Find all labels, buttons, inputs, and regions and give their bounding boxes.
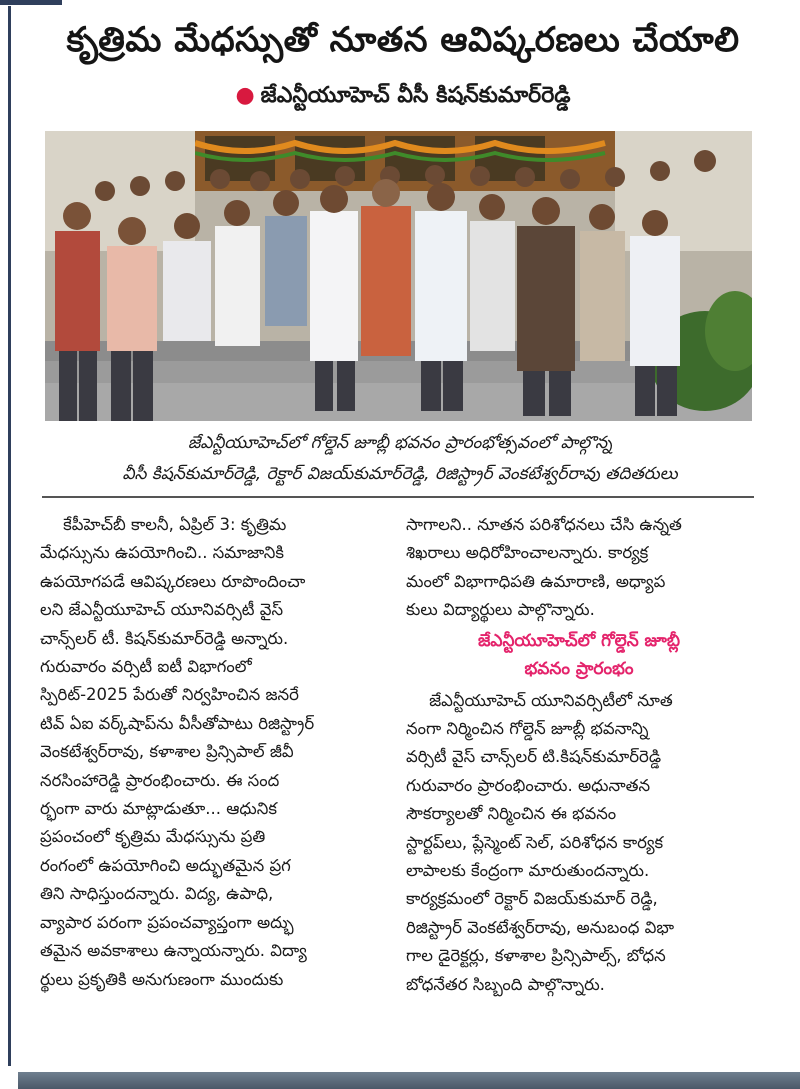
body-line: జేఎన్టీయూహెచ్ యూనివర్సిటీలో నూత [429, 690, 673, 710]
body-line: మంలో విభాగాధిపతి ఉమారాణి, అధ్యాప [406, 571, 666, 591]
body-line: ఉపయోగపడే ఆవిష్కరణలు రూపొందించా [40, 571, 306, 591]
subhead-text: జేఎన్టీయూహెచ్ వీసీ కిషన్‌కుమార్‌రెడ్డి [260, 83, 571, 108]
body-line: సాగాలని.. నూతన పరిశోధనలు చేసి ఉన్నత [406, 515, 682, 534]
body-line: నరసింహారెడ్డి ప్రారంభించారు. ఈ సంద [40, 770, 280, 790]
body-line: కులు విద్యార్థులు పాల్గొన్నారు. [406, 600, 595, 620]
body-line: వెంకటేశ్వర్‌రావు, కళాశాల ప్రిన్సిపాల్ జీవీ [40, 742, 294, 762]
body-line: స్పిరిట్-2025 పేరుతో నిర్వహించిన జనరే [40, 685, 299, 705]
article-headline: కృత్రిమ మేధస్సుతో నూతన ఆవిష్కరణలు చేయాలి [66, 20, 740, 60]
body-line: రిజిస్ట్రార్ వెంకటేశ్వర్‌రావు, అనుబంధ విభా [406, 917, 675, 937]
article-subhead [20, 80, 786, 112]
page-bottom-band [18, 1072, 800, 1089]
body-line: వర్సిటీ వైస్ చాన్స్‌లర్ టి.కిషన్‌కుమార్‌రెడ్డి [406, 747, 662, 767]
body-line: లని జేఎన్టీయూహెచ్ యూనివర్సిటీ వైస్ [40, 600, 284, 620]
body-line: కేపీహెచ్‌బీ కాలనీ, ఏప్రిల్ 3: కృత్రిమ [63, 515, 287, 534]
caption-divider [42, 496, 754, 498]
group-photo [45, 131, 752, 421]
body-line: ప్రపంచంలో కృత్రిమ మేధస్సును ప్రతి [40, 827, 266, 847]
page-corner-tab [0, 0, 62, 5]
body-line: ర్థులు ప్రకృతికి అనుగుణంగా ముందుకు [40, 969, 284, 989]
body-line: టివ్ ఏఐ వర్క్‌షాప్‌ను వీసీతోపాటు రిజిస్ట్రార్ [40, 713, 315, 733]
left-column-rule [8, 6, 11, 1066]
group-photo-illustration [45, 131, 752, 421]
body-line: బోధనేతర సిబ్బంది పాల్గొన్నారు. [406, 974, 605, 994]
body-line: కార్యక్రమంలో రెక్టార్ విజయ్‌కుమార్ రెడ్డి, [406, 889, 658, 909]
body-line: లాపాలకు కేంద్రంగా మారుతుందన్నారు. [406, 861, 650, 881]
body-line: గురువారం వర్సిటీ ఐటీ విభాగంలో [40, 657, 252, 677]
bullet-icon: ● [235, 83, 255, 108]
body-line: గాల డైరెక్టర్లు, కళాశాల ప్రిన్సిపాల్స్, బోధన [406, 946, 666, 966]
body-line: తమైన అవకాశాలు ఉన్నాయన్నారు. విద్యా [40, 941, 307, 961]
caption-line-2: వీసీ కిషన్‌కుమార్‌రెడ్డి, రెక్టార్ విజయ్‌కుమార్‌రెడ్డి, రిజిస్ట్రార్ వెంకటేశ్వర్‌రావు తదితరులు [122, 464, 678, 484]
body-line: మేధస్సును ఉపయోగించి.. సమాజానికి [40, 543, 284, 563]
section-heading-line-2: భవనం ప్రారంభం [524, 658, 634, 679]
photo-caption [40, 428, 760, 490]
body-line: శిఖరాలు అధిరోహించాలన్నారు. కార్యక్ర [406, 543, 649, 563]
body-line: సౌకర్యాలతో నిర్మించిన ఈ భవనం [406, 804, 617, 824]
body-line: వ్యాపార పరంగా ప్రపంచవ్యాప్తంగా అద్భు [40, 912, 294, 932]
body-line: నంగా నిర్మించిన గోల్డెన్ జూబ్లీ భవనాన్ని [406, 719, 649, 739]
body-line: చాన్స్‌లర్ టీ. కిషన్‌కుమార్‌రెడ్డి అన్నారు. [40, 628, 289, 648]
body-line: ర్భంగా వారు మాట్లాడుతూ... ఆధునిక [40, 799, 277, 819]
body-line: స్టార్టప్‌లు, ప్లేస్మెంట్ సెల్, పరిశోధన కార్యక [406, 832, 664, 852]
body-line: గురువారం ప్రారంభించారు. అధునాతన [406, 775, 651, 795]
article-right-column [406, 511, 752, 1061]
section-heading-line-1: జేఎన్టీయూహెచ్‌లో గోల్డెన్ జూబ్లీ [477, 630, 681, 651]
body-line: రంగంలో ఉపయోగించి అద్భుతమైన ప్రగ [40, 855, 291, 875]
article-left-column [40, 511, 396, 1061]
caption-line-1: జేఎన్టీయూహెచ్‌లో గోల్డెన్ జూబ్లీ భవనం ప్రారంభోత్సవంలో పాల్గొన్న [187, 433, 613, 453]
section-heading [406, 627, 752, 683]
body-line: తిని సాధిస్తుందన్నారు. విద్య, ఉపాధి, [40, 884, 274, 904]
